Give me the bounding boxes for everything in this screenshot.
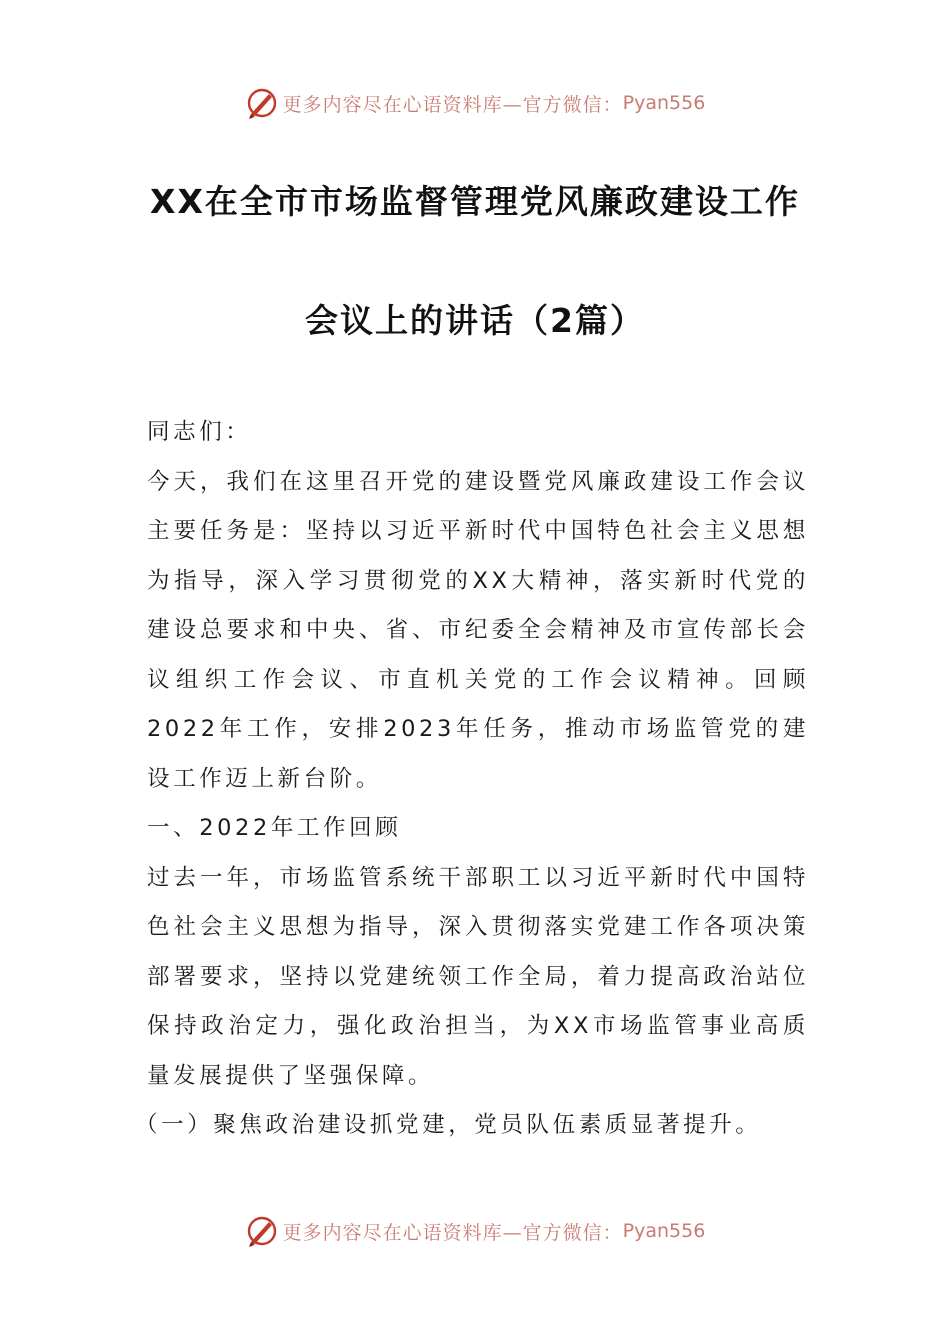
paragraph: 过去一年，市场监管系统干部职工以习近平新时代中国特色社会主义思想为指导，深入贯彻落实党建工作各项决策部署要求，坚持以党建统领工作全局，着力提高政治站位保持政治定力，强化政治担当，为XX市场监管事业高质量发展提供了坚强保障。 bbox=[147, 864, 809, 1089]
document-title-line-1: XX在全市市场监督管理党风廉政建设工作 bbox=[150, 182, 800, 221]
watermark-wechat-id: Pyan556 bbox=[622, 1220, 706, 1242]
header-watermark bbox=[0, 83, 950, 123]
pen-circle-logo-icon bbox=[245, 1214, 279, 1248]
subsection-heading: （一）聚焦政治建设抓党建，党员队伍素质显著提升。 bbox=[135, 1112, 762, 1138]
pen-circle-logo-icon bbox=[245, 86, 279, 120]
document-title-line-2: 会议上的讲话（2篇） bbox=[305, 301, 645, 340]
watermark-text: 更多内容尽在心语资料库—官方微信： bbox=[282, 1221, 623, 1244]
watermark-text: 更多内容尽在心语资料库—官方微信： bbox=[282, 93, 623, 116]
watermark-wechat-id: Pyan556 bbox=[622, 92, 706, 114]
paragraph: 今天，我们在这里召开党的建设暨党风廉政建设工作会议主要任务是：坚持以习近平新时代中国特色社会主义思想为指导，深入学习贯彻党的XX大精神，落实新时代党的建设总要求和中央、省、市纪委全会精神及市宣传部长会议组织工作会议、市直机关党的工作会议精神。回顾2022年工作，安排2023年任务，推动市场监管党的建设工作迈上新台阶。 bbox=[147, 468, 809, 792]
document-body bbox=[135, 408, 809, 1151]
salutation: 同志们： bbox=[147, 419, 252, 445]
section-heading: 一、2022年工作回顾 bbox=[147, 815, 402, 841]
footer-watermark bbox=[0, 1211, 950, 1251]
